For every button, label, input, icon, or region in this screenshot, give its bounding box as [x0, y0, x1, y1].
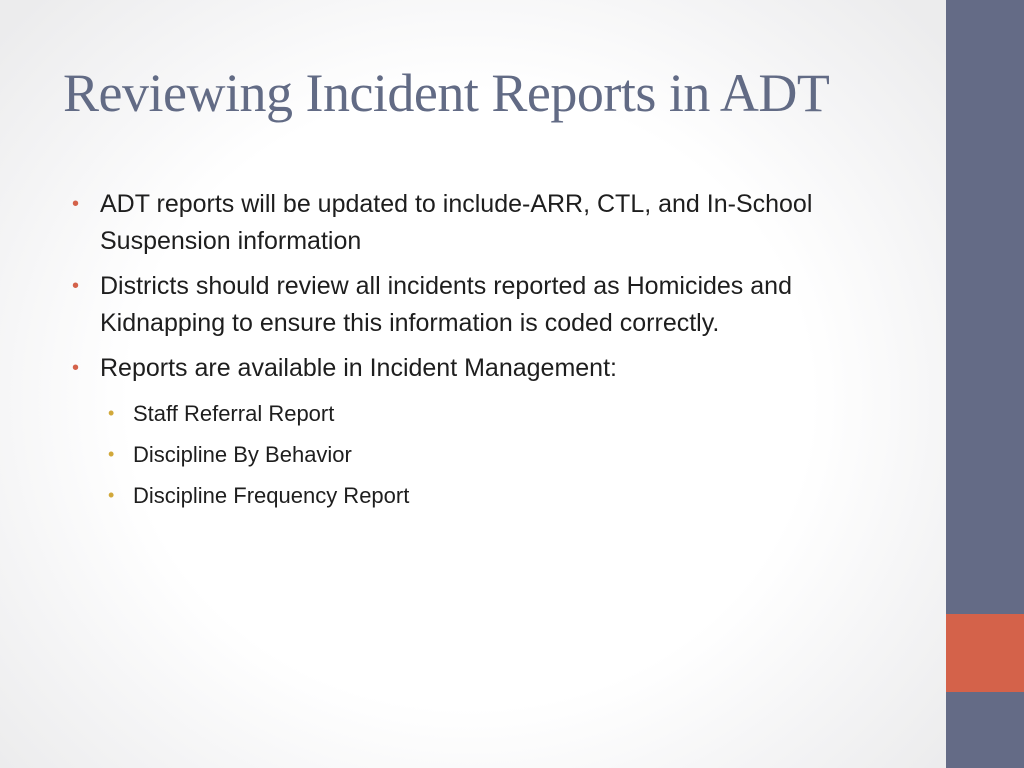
bullet-item: [72, 186, 912, 260]
sub-bullet-text: Staff Referral Report: [133, 401, 335, 426]
bullet-text: ADT reports will be updated to include-ARR, CTL, and In-School Suspension information: [100, 190, 813, 255]
sub-bullet-text: Discipline By Behavior: [133, 442, 352, 467]
sub-bullet-icon: •: [108, 485, 115, 505]
bullet-icon: •: [72, 357, 80, 379]
sub-bullet-item: [72, 393, 912, 434]
bullet-item: [72, 268, 912, 342]
sub-bullet-item: [72, 434, 912, 475]
bullet-icon: •: [72, 193, 80, 215]
sub-bullet-icon: •: [108, 403, 115, 423]
bullet-icon: •: [72, 275, 80, 297]
bullet-item: [72, 350, 912, 387]
bullet-list: [72, 186, 912, 516]
sub-bullet-icon: •: [108, 444, 115, 464]
bullet-text: Reports are available in Incident Management:: [100, 354, 617, 382]
slide-title: Reviewing Incident Reports in ADT: [63, 63, 830, 123]
sub-bullet-text: Discipline Frequency Report: [133, 483, 410, 508]
sub-bullet-item: [72, 475, 912, 516]
sidebar-accent-block: [946, 614, 1024, 692]
sub-bullet-list: [72, 393, 912, 516]
bullet-text: Districts should review all incidents reported as Homicides and Kidnapping to ensure this information is coded correctly.: [100, 272, 792, 337]
